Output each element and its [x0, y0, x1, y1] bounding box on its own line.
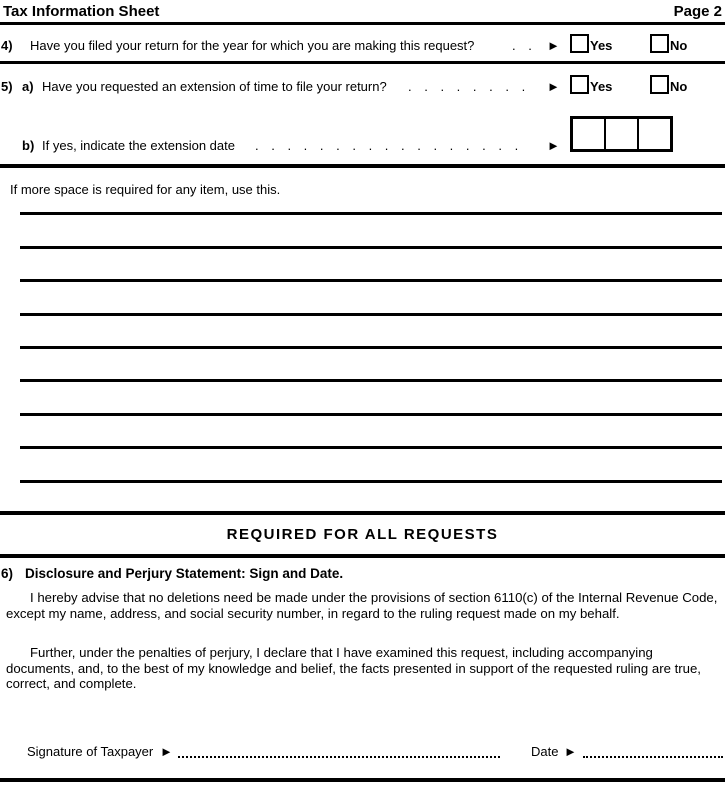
writing-line[interactable]: [20, 449, 722, 482]
statement-title: Disclosure and Perjury Statement: Sign and Date.: [25, 566, 344, 581]
signature-input-line[interactable]: [178, 744, 500, 758]
q4-no-checkbox[interactable]: [650, 34, 669, 53]
question-5b-dot-leader: . . . . . . . . . . . . . . . . .: [255, 138, 521, 153]
question-5a-dot-leader: . . . . . . . .: [408, 79, 528, 94]
banner-rule-top: [0, 511, 725, 515]
page-title: Tax Information Sheet: [3, 3, 160, 20]
writing-line[interactable]: [20, 282, 722, 315]
q4-yes-label: Yes: [590, 38, 613, 53]
q5a-no-label: No: [670, 79, 688, 94]
more-space-instruction: If more space is required for any item, use this.: [10, 182, 281, 197]
date-input-line[interactable]: [583, 744, 723, 758]
writing-line[interactable]: [20, 182, 722, 215]
question-4-dot-leader: . .: [512, 38, 534, 53]
banner-rule-bottom: [0, 554, 725, 558]
header-rule: [0, 22, 725, 25]
extension-date-box[interactable]: [570, 116, 673, 152]
signature-label: Signature of Taxpayer: [27, 744, 154, 759]
writing-line[interactable]: [20, 416, 722, 449]
more-space-writing-area: [20, 182, 722, 483]
question-5b-letter: b): [22, 138, 35, 153]
question-4-text: Have you filed your return for the year for which you are making this request?: [30, 38, 475, 53]
writing-line[interactable]: [20, 316, 722, 349]
question-5b-row: [0, 112, 725, 164]
statement-paragraph-2: Further, under the penalties of perjury, I declare that I have examined this request, including accompanying documents, and, to the best of my knowledge and belief, the facts presented in support of the requested ruling are true, correct, and complete.: [6, 645, 701, 692]
arrowhead-icon: ►: [160, 744, 173, 759]
extension-date-cell[interactable]: [637, 119, 670, 149]
statement-number: 6): [1, 566, 14, 581]
question-4-row: [0, 30, 725, 62]
arrowhead-icon: ►: [564, 744, 577, 759]
question-4-number: 4): [1, 38, 13, 53]
extension-date-cell[interactable]: [604, 119, 637, 149]
section-divider-top: [0, 164, 725, 168]
question-5a-text: Have you requested an extension of time to file your return?: [42, 79, 387, 94]
statement-paragraph-1: I hereby advise that no deletions need be made under the provisions of section 6110(c) of the Internal Revenue Code, except my name, address, and social security number, in regard to the ruling request made on my behalf.: [6, 590, 718, 621]
q5a-yes-checkbox[interactable]: [570, 75, 589, 94]
writing-line[interactable]: [20, 382, 722, 415]
writing-line[interactable]: [20, 349, 722, 382]
q5a-no-checkbox[interactable]: [650, 75, 669, 94]
arrowhead-icon: ►: [547, 38, 560, 53]
page-number: Page 2: [673, 3, 722, 20]
writing-line[interactable]: [20, 215, 722, 248]
extension-date-cell[interactable]: [573, 119, 604, 149]
q4-no-label: No: [670, 38, 688, 53]
arrowhead-icon: ►: [547, 79, 560, 94]
question-5-number: 5): [1, 79, 13, 94]
required-banner: REQUIRED FOR ALL REQUESTS: [226, 526, 499, 543]
question-5b-text: If yes, indicate the extension date: [42, 138, 235, 153]
question-5a-row: [0, 71, 725, 103]
question-4-divider: [0, 61, 725, 64]
date-label: Date: [531, 744, 559, 759]
q4-yes-checkbox[interactable]: [570, 34, 589, 53]
question-5a-letter: a): [22, 79, 34, 94]
q5a-yes-label: Yes: [590, 79, 613, 94]
writing-line[interactable]: [20, 249, 722, 282]
arrowhead-icon: ►: [547, 138, 560, 153]
page-bottom-rule: [0, 778, 725, 782]
